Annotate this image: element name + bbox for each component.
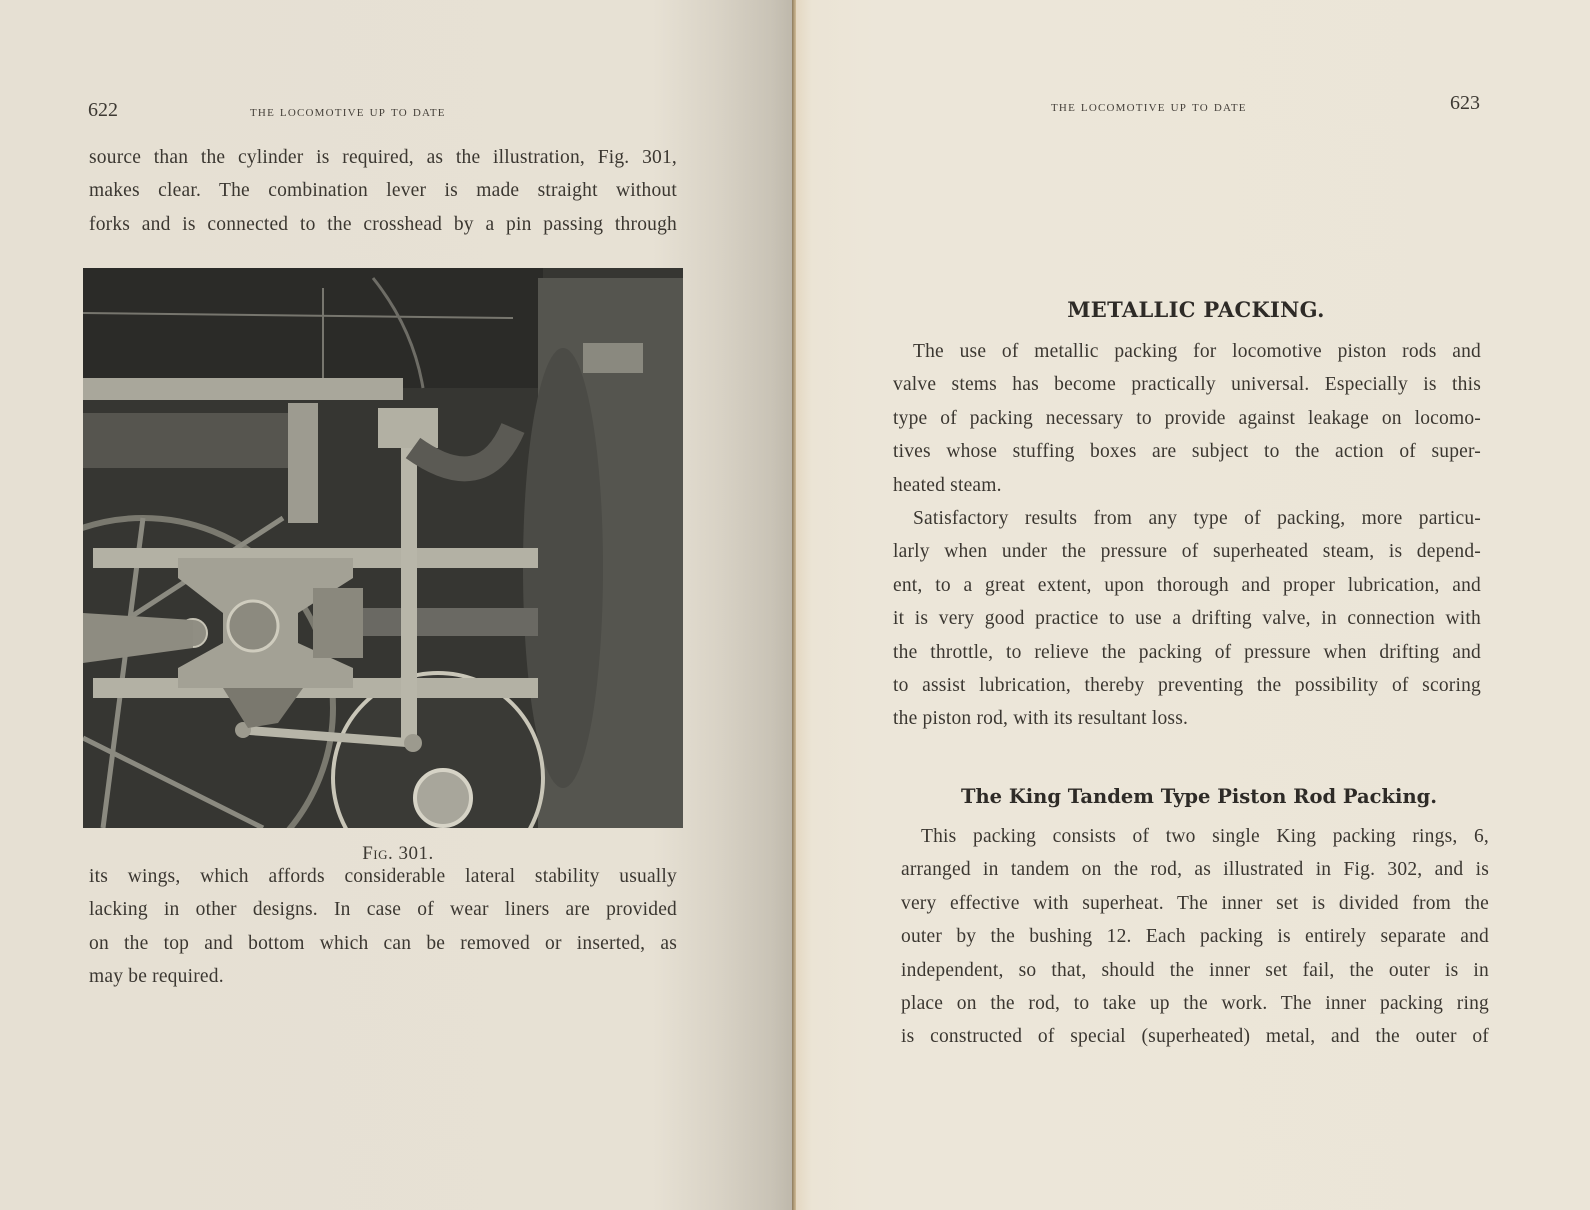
figure-caption-text: Fig. 301. bbox=[362, 843, 434, 864]
text-line: independent, so that, should the inner set fail, the outer is in bbox=[901, 959, 1489, 981]
text-line: source than the cylinder is required, as the illustration, Fig. 301, bbox=[89, 147, 677, 168]
text-line: very effective with superheat. The inner set is divided from the bbox=[901, 892, 1489, 914]
page-number-left: 622 bbox=[88, 99, 118, 121]
text-line: its wings, which affords considerable lateral stability usually bbox=[89, 866, 677, 887]
figure-301-photo bbox=[83, 268, 683, 828]
right-page bbox=[796, 0, 1590, 1210]
text-line: outer by the bushing 12. Each packing is entirely separate and bbox=[901, 926, 1489, 948]
text-line: arranged in tandem on the rod, as illustrated in Fig. 302, and is bbox=[901, 859, 1489, 881]
text-line: The use of metallic packing for locomotive piston rods and bbox=[913, 341, 1481, 362]
text-line: type of packing necessary to provide against leakage on locomo- bbox=[893, 407, 1481, 429]
text-line: Satisfactory results from any type of packing, more particu- bbox=[913, 508, 1481, 530]
text-line: makes clear. The combination lever is made straight without bbox=[89, 180, 677, 202]
text-line: may be required. bbox=[89, 966, 224, 988]
subsection-paragraph-1 bbox=[901, 820, 1489, 1054]
text-line: This packing consists of two single King packing rings, 6, bbox=[921, 826, 1489, 847]
text-line: it is very good practice to use a drifting valve, in connection with bbox=[893, 608, 1481, 630]
paragraph-top bbox=[89, 141, 677, 241]
running-head-right: the locomotive up to date bbox=[1051, 99, 1247, 115]
text-line: valve stems has become practically universal. Especially is this bbox=[893, 374, 1481, 396]
section-paragraph-1 bbox=[893, 335, 1481, 736]
text-line: to assist lubrication, thereby preventing the possibility of scoring bbox=[893, 675, 1481, 697]
paragraph-bottom bbox=[89, 860, 677, 994]
text-line: forks and is connected to the crosshead by a pin passing through bbox=[89, 213, 677, 235]
text-line: lacking in other designs. In case of wear liners are provided bbox=[89, 899, 677, 921]
text-line: ent, to a great extent, upon thorough and proper lubrication, and bbox=[893, 574, 1481, 596]
text-line: tives whose stuffing boxes are subject to the action of super- bbox=[893, 441, 1481, 463]
text-line: is constructed of special (superheated) metal, and the outer of bbox=[901, 1026, 1489, 1048]
text-line: heated steam. bbox=[893, 474, 1002, 496]
text-line: the piston rod, with its resultant loss. bbox=[893, 708, 1189, 730]
text-line: the throttle, to relieve the packing of pressure when drifting and bbox=[893, 641, 1481, 663]
text-line: on the top and bottom which can be removed or inserted, as bbox=[89, 932, 677, 954]
locomotive-crosshead-illustration bbox=[83, 268, 683, 828]
subsection-heading: The King Tandem Type Piston Rod Packing. bbox=[960, 785, 1438, 808]
section-heading: METALLIC PACKING. bbox=[1067, 297, 1325, 322]
running-head-left: the locomotive up to date bbox=[250, 104, 446, 120]
page-number-right: 623 bbox=[1450, 92, 1480, 114]
text-line: place on the rod, to take up the work. The inner packing ring bbox=[901, 993, 1489, 1015]
text-line: larly when under the pressure of superheated steam, is depend- bbox=[893, 541, 1481, 563]
